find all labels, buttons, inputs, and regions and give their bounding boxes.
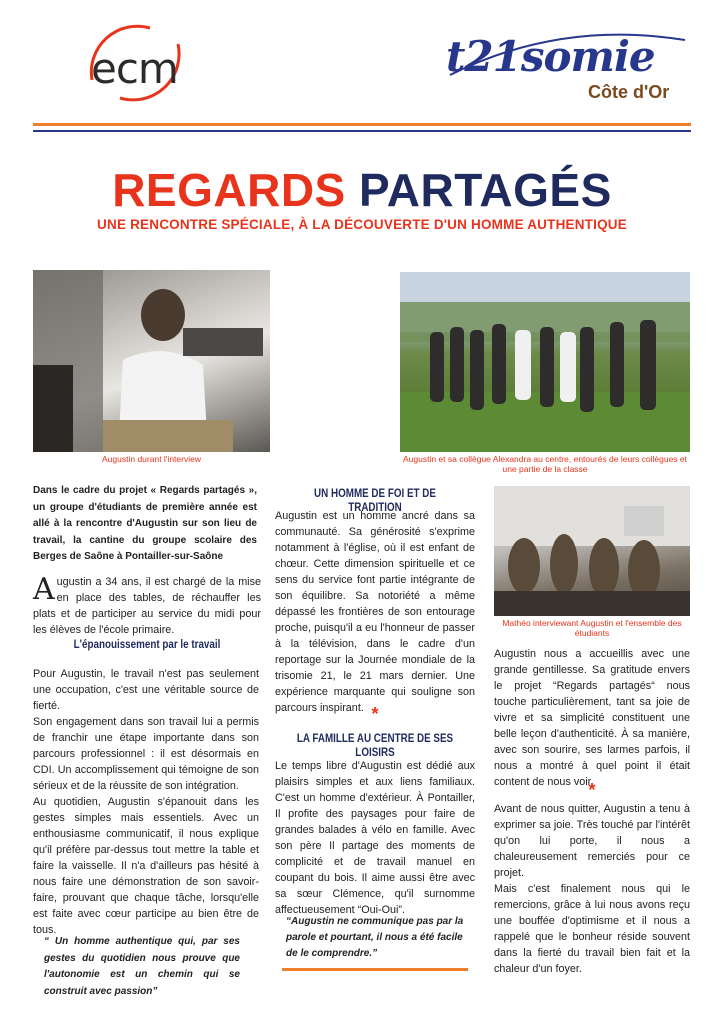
- dropcap-text: ugustin a 34 ans, il est chargé de la mise en place des tables, de réchauffer les plats et de participer au service du midi pour les élèves de l'école primaire.: [33, 576, 261, 636]
- col3-p1: Augustin nous a accueillis avec une grande gentillesse. Sa gratitude envers le projet “Regards partagés“ nous touche particulièrement, tant sa joie de vivre et sa simplicité constituent une belle leçon d'authenticité. À sa manière, avec son sourire, ses larmes parfois, il nous a montré à quel point il était content de nous voir: [494, 648, 690, 788]
- dropcap-paragraph: [33, 574, 261, 638]
- page-title: [0, 165, 724, 215]
- dropcap-letter: A: [33, 572, 55, 607]
- heading-faith: UN HOMME DE FOI ET DE TRADITION: [314, 486, 436, 514]
- photo-group: [400, 272, 690, 452]
- header-divider-orange: [33, 123, 691, 126]
- col2-p2: Le temps libre d'Augustin est dédié aux plaisirs simples et aux liens familiaux. C'est un homme d'extérieur. À Pontailler, Il profite des paysages pour faire de grandes balades à vélo en famille. Avec son père Il partage des moments de complicité et de travail manuel en coupant du bois. Il aime aussi être avec sa sœur Clémence, qu'il surnomme affectueusement “Oui-Oui”.: [275, 760, 475, 916]
- caption-photo1: Augustin durant l'interview: [102, 454, 201, 464]
- heading-work: L'épanouissement par le travail: [73, 637, 221, 651]
- intro-paragraph: Dans le cadre du projet « Regards partagés », un groupe d'étudiants de première année est allé à la rencontre d'Augustin sur son lieu de travail, la cantine du groupe scolaire des Berges de Saône à Pontailler-sur-Saône: [33, 485, 257, 562]
- caption-photo2: Augustin et sa collègue Alexandra au centre, entourés de leurs collègues et une partie de la classe: [403, 454, 687, 474]
- ecm-logo: ecm: [91, 44, 178, 93]
- photo-students: [494, 486, 690, 616]
- title-navy: PARTAGÉS: [359, 164, 612, 216]
- col3-p2: Avant de nous quitter, Augustin a tenu à exprimer sa joie. Très touché par l'intérêt qu'on lui porte, il nous a chaleureusement remerciés pour ce projet.: [494, 803, 690, 879]
- trisomie-logo-region: Côte d'Or: [588, 82, 670, 102]
- col3-p3: Mais c'est finalement nous qui le remercions, grâce à lui nous avons reçu une bouffée d'optimisme et il nous a rappelé que le bonheur réside souvent dans la fierté du travail bien fait et la chaleur d'un foyer.: [494, 883, 690, 975]
- asterisk-separator: *: [371, 704, 379, 724]
- quote-col2: “Augustin ne communique pas par la parole et pourtant, il nous a été facile de le comprendre.”: [286, 916, 464, 959]
- col1-p3: Au quotidien, Augustin s'épanouit dans les gestes simples mais essentiels. Avec un enthousiasme communicatif, il nous explique qu'il préfère par-dessus tout mettre la table et faire la vaisselle. Il n'a d'ailleurs pas hésité à nous faire une démonstration de son savoir-faire, prouvant que chaque tâche, lorsqu'elle est faite avec cœur participe au bien être de tous.: [33, 796, 259, 936]
- col1-p1: Pour Augustin, le travail n'est pas seulement une occupation, c'est une véritable source de fierté.: [33, 668, 259, 712]
- heading-family: LA FAMILLE AU CENTRE DE SES LOISIRS: [296, 731, 454, 759]
- photo-interview: [33, 270, 270, 452]
- trisomie-logo: t21somie: [446, 32, 655, 81]
- quote-underline: [282, 968, 468, 971]
- col2-p1: Augustin est un homme ancré dans sa communauté. Sa générosité s'exprime notamment à l'église, où il est enfant de chœur. Cette dimension spirituelle et ce sens du service font partie intégrante de son équilibre. Sa notoriété a même dépassé les frontières de son entourage proche, puisqu'il a eu l'honneur de passer à la télévision, dans le cadre d'un reportage sur la Journée mondiale de la trisomie 21, le 21 mars dernier. Une expérience marquante qui souligne son parcours inspirant.: [275, 510, 475, 714]
- asterisk-separator-2: *: [588, 780, 596, 800]
- col3-body: [494, 801, 690, 977]
- title-red: REGARDS: [112, 164, 346, 216]
- page-subtitle: UNE RENCONTRE SPÉCIALE, À LA DÉCOUVERTE D'UN HOMME AUTHENTIQUE: [97, 217, 627, 232]
- caption-photo3: Mathéo interviewant Augustin et l'ensemble des étudiants: [502, 618, 682, 638]
- quote-col1: “ Un homme authentique qui, par ses gestes du quotidien nous prouve que l'autonomie est un chemin qui se construit avec passion”: [44, 936, 240, 997]
- col1-body: [33, 666, 259, 938]
- header-divider-navy: [33, 130, 691, 132]
- col1-p2: Son engagement dans son travail lui a permis de franchir une étape importante dans son parcours professionnel : il est désormais en CDI. Un accomplissement qui témoigne de son sérieux et de la réussite de son intégration.: [33, 716, 259, 792]
